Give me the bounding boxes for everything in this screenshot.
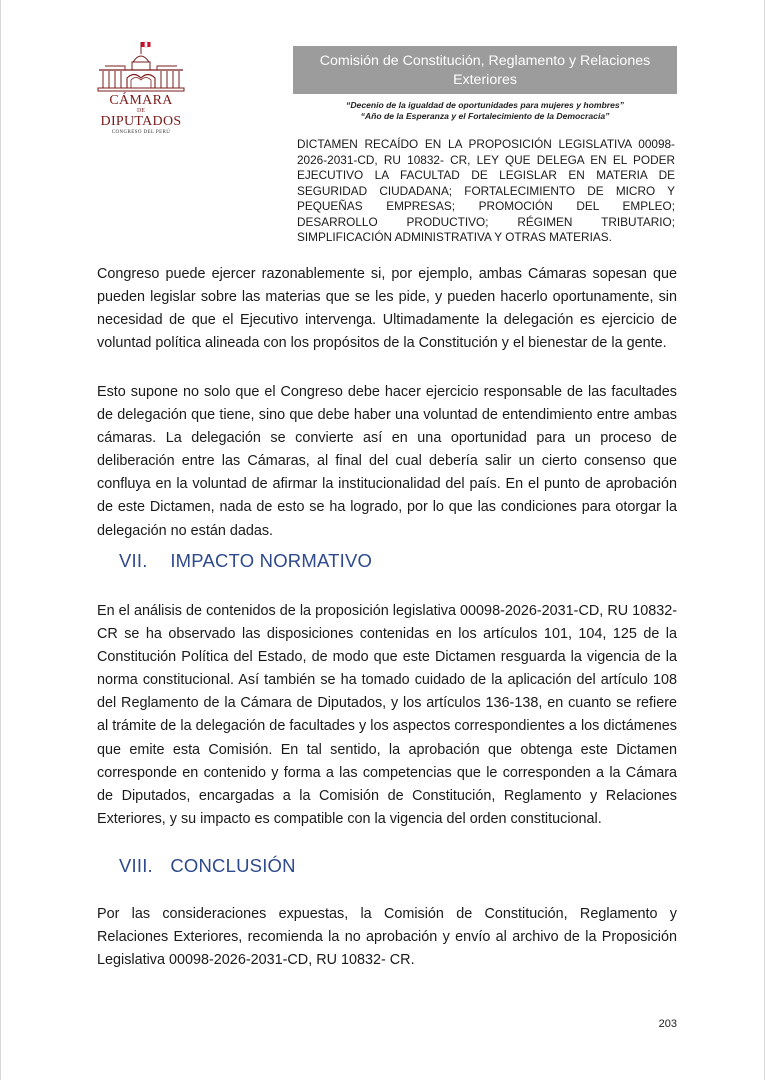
- chamber-logo: [93, 40, 189, 136]
- logo-name-line1: CÁMARA: [109, 93, 173, 108]
- section-number: VIII.: [119, 855, 153, 876]
- section-title: IMPACTO NORMATIVO: [170, 550, 373, 571]
- logo-name-de: DE: [137, 108, 145, 114]
- header-mottos: [293, 100, 677, 121]
- commission-banner: Comisión de Constitución, Reglamento y Relaciones Exteriores: [293, 46, 677, 94]
- congress-building-icon: [95, 40, 187, 94]
- motto-line-2: “Año de la Esperanza y el Fortalecimiento de la Democracia”: [360, 110, 610, 121]
- logo-name-line2: DIPUTADOS: [100, 114, 182, 129]
- logo-subtitle: CONGRESO DEL PERÚ: [111, 130, 171, 135]
- body-paragraph-2: Esto supone no solo que el Congreso debe hacer ejercicio responsable de las facultades de delegación que tiene, sino que debe haber una voluntad de entendimiento entre ambas cámaras. La delegación se convierte así en una oportunidad para un proceso de deliberación entre las Cámaras, al final del cual debería salir un cierto consenso que confluya en la voluntad de afirmar la institucionalidad del país. En el punto de aprobación de este Dictamen, nada de esto se ha logrado, por lo que las condiciones para otorgar la delegación no están dadas.: [97, 384, 677, 539]
- section-heading-impacto: [119, 550, 372, 572]
- section-heading-conclusion: [119, 855, 296, 877]
- page-number: 203: [658, 1018, 677, 1030]
- body-paragraph-3: En el análisis de contenidos de la proposición legislativa 00098-2026-2031-CD, RU 10832- CR se ha observado las disposiciones contenidas en los artículos 101, 104, 125 de la Constitución Política del Estado, de modo que este Dictamen resguarda la vigencia de la norma constitucional. Así también se ha tomado cuidado de la aplicación del artículo 108 del Reglamento de la Cámara de Diputados, y los artículos 136-138, en cuanto se refiere al trámite de la delegación de facultades y los aspectos correspondientes a los dictámenes que emite esta Comisión. En tal sentido, la aprobación que obtenga este Dictamen corresponde en contenido y forma a las competencias que le corresponden a la Cámara de Diputados, encargadas a la Comisión de Constitución, Reglamento y Relaciones Exteriores, y su impacto es compatible con la vigencia del orden constitucional.: [97, 603, 677, 827]
- body-paragraph-1: Congreso puede ejercer razonablemente si, por ejemplo, ambas Cámaras sopesan que pueden legislar sobre las materias que se les pide, y pueden hacerlo oportunamente, sin necesidad de que el Ejecutivo intervenga. Ultimadamente la delegación es ejercicio de voluntad política alineada con los propósitos de la Constitución y el bienestar de la gente.: [97, 266, 677, 352]
- body-paragraph-4: Por las consideraciones expuestas, la Comisión de Constitución, Reglamento y Relaciones Exteriores, recomienda la no aprobación y envío al archivo de la Proposición Legislativa 00098-2026-2031-CD, RU 10832- CR.: [97, 906, 677, 969]
- section-number: VII.: [119, 550, 148, 571]
- section-title: CONCLUSIÓN: [170, 855, 296, 876]
- dictamen-reference: DICTAMEN RECAÍDO EN LA PROPOSICIÓN LEGISLATIVA 00098-2026-2031-CD, RU 10832- CR, LEY QUE DELEGA EN EL PODER EJECUTIVO LA FACULTAD DE LEGISLAR EN MATERIA DE SEGURIDAD CIUDADANA; FORTALECIMIENTO DE MICRO Y PEQUEÑAS EMPRESAS; PROMOCIÓN DEL EMPLEO; DESARROLLO PRODUCTIVO; RÉGIMEN TRIBUTARIO; SIMPLIFICACIÓN ADMINISTRATIVA Y OTRAS MATERIAS.: [297, 137, 675, 244]
- motto-line-1: “Decenio de la igualdad de oportunidades para mujeres y hombres”: [346, 100, 624, 110]
